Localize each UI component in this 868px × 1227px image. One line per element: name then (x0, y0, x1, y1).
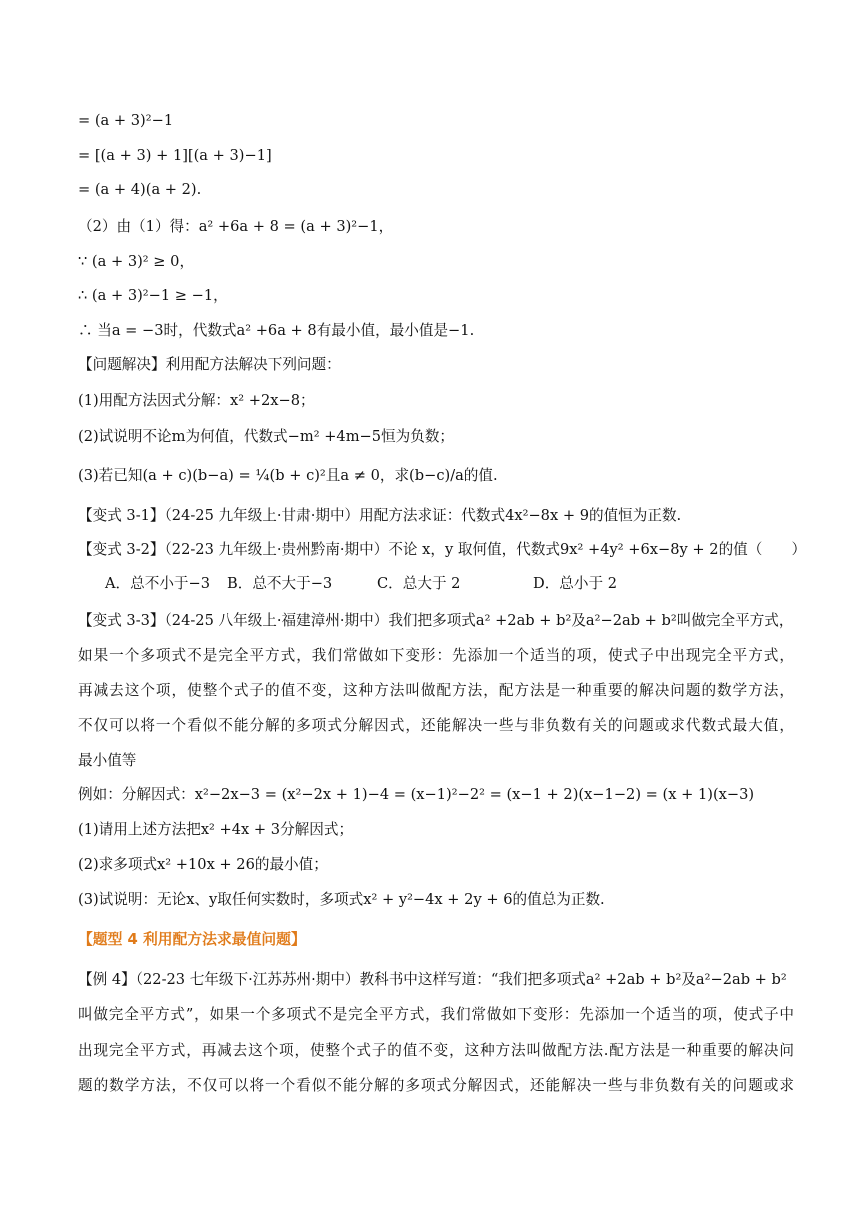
choice-b: B．总不大于−3 (227, 575, 333, 592)
variant-3-3-example: 例如：分解因式：x²−2x−3 = (x²−2x + 1)−4 = (x−1)²−2² = (x−1 + 2)(x−1−2) = (x + 1)(x−3) (78, 786, 755, 803)
problem-item: (3)若已知(a + c)(b−a) = ¼(b + c)²且a ≠ 0，求(b−c)/a的值. (78, 467, 498, 484)
choice-c: C．总大于 2 (377, 575, 461, 592)
example-4-line: 题的数学方法，不仅可以将一个看似不能分解的多项式分解因式，还能解决一些与非负数有关的问题或求 (78, 1077, 794, 1094)
solution-line: ∵ (a + 3)² ≥ 0， (78, 253, 195, 270)
variant-3-3-item: (3)试说明：无论x、y取任何实数时，多项式x² + y²−4x + 2y + 6的值总为正数. (78, 891, 605, 908)
variant-3-3-line: 【变式 3-3】（24-25 八年级上·福建漳州·期中）我们把多项式a² +2ab + b²及a²−2ab + b²叫做完全平方式， (78, 612, 794, 629)
problem-item: (2)试说明不论m为何值，代数式−m² +4m−5恒为负数； (78, 428, 455, 445)
choice-d: D．总小于 2 (533, 575, 617, 592)
variant-3-3-line: 不仅可以将一个看似不能分解的多项式分解因式，还能解决一些与非负数有关的问题或求代数式最大值， (78, 717, 794, 734)
example-4-line: 【例 4】（22-23 七年级下·江苏苏州·期中）教科书中这样写道：“我们把多项式a² +2ab + b²及a²−2ab + b² (78, 971, 787, 988)
solution-line: = (a + 3)²−1 (78, 112, 174, 129)
solution-line: （2）由（1）得：a² +6a + 8 = (a + 3)²−1， (78, 218, 394, 235)
solution-line: = (a + 4)(a + 2). (78, 181, 202, 198)
variant-3-3-item: (2)求多项式x² +10x + 26的最小值； (78, 856, 328, 873)
variant-3-3-line: 再减去这个项，使整个式子的值不变，这种方法叫做配方法，配方法是一种重要的解决问题的数学方法， (78, 682, 794, 699)
choice-a: A．总不小于−3 (105, 575, 211, 592)
variant-3-3-line: 如果一个多项式不是完全平方式，我们常做如下变形：先添加一个适当的项，使式子中出现完全平方式， (78, 647, 794, 664)
variant-3-3-item: (1)请用上述方法把x² +4x + 3分解因式； (78, 821, 354, 838)
variant-3-2-stem: 【变式 3-2】（22-23 九年级上·贵州黔南·期中）不论 x，y 取何值，代数式9x² +4y² +6x−8y + 2的值（ ） (78, 541, 807, 558)
example-4-line: 出现完全平方式，再减去这个项，使整个式子的值不变，这种方法叫做配方法.配方法是一种重要的解决问 (78, 1042, 794, 1059)
example-4-line: 叫做完全平方式”，如果一个多项式不是完全平方式，我们常做如下变形：先添加一个适当的项，使式子中 (78, 1006, 794, 1023)
variant-3-3-line: 最小值等 (78, 752, 137, 769)
problem-heading: 【问题解决】利用配方法解决下列问题： (78, 356, 341, 373)
section-heading: 【题型 4 利用配方法求最值问题】 (78, 931, 306, 948)
solution-line: ∴ (a + 3)²−1 ≥ −1， (78, 287, 228, 304)
variant-3-1: 【变式 3-1】（24-25 九年级上·甘肃·期中）用配方法求证：代数式4x²−8x + 9的值恒为正数. (78, 507, 682, 524)
problem-item: (1)用配方法因式分解：x² +2x−8； (78, 392, 315, 409)
solution-line: = [(a + 3) + 1][(a + 3)−1] (78, 147, 272, 164)
solution-line: ∴ 当a = −3时，代数式a² +6a + 8有最小值，最小值是−1. (78, 322, 475, 339)
